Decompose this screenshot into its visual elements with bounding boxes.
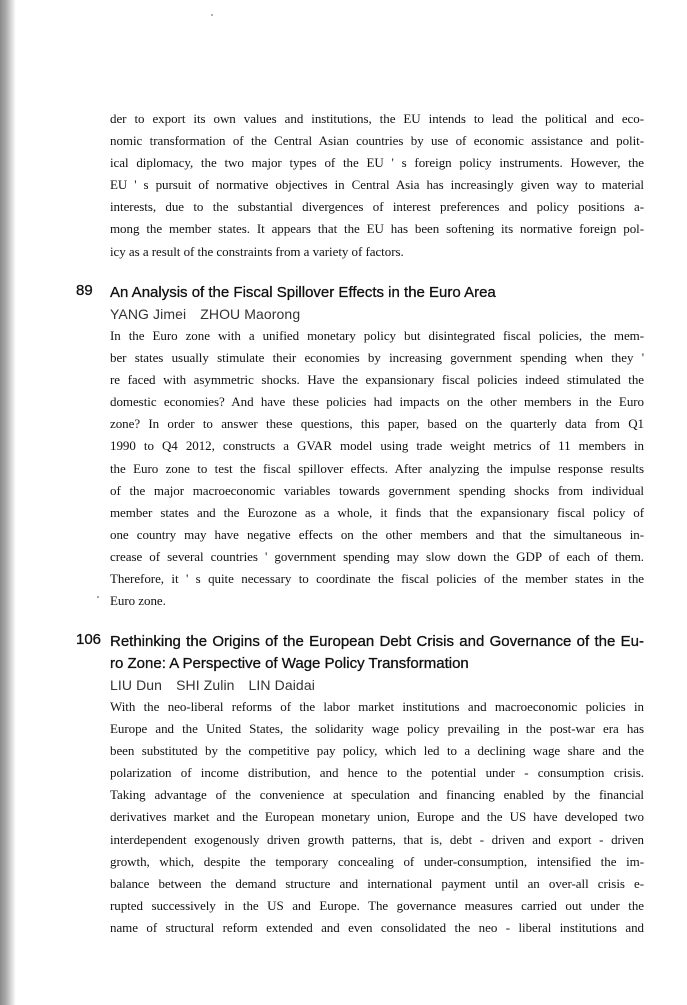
- text-line: interests, due to the substantial divergences of interest preferences and policy positions a-: [110, 199, 644, 215]
- article-abstract: [110, 696, 644, 939]
- text-line: been substituted by the competitive pay policy, which led to a declining wage share and the: [110, 743, 644, 759]
- text-line: icy as a result of the constraints from a variety of factors.: [110, 243, 404, 259]
- title-line: ro Zone: A Perspective of Wage Policy Transformation: [110, 655, 469, 672]
- text-line: zone? In order to answer these questions, this paper, based on the quarterly data from Q1: [110, 416, 644, 432]
- previous-abstract-continuation: [110, 108, 644, 263]
- text-line: nomic transformation of the Central Asian countries by use of economic assistance and polit-: [110, 133, 644, 149]
- article-authors: [110, 304, 644, 324]
- text-line: the Euro zone to test the fiscal spillover effects. After analyzing the impulse response results: [110, 460, 644, 476]
- page-number: 106: [76, 631, 102, 648]
- page-number: 89: [76, 282, 93, 299]
- author: ZHOU Maorong: [200, 306, 301, 322]
- text-line: interdependent exogenously driven growth patterns, that is, debt - driven and export - driven: [110, 831, 644, 847]
- text-line: EU ' s pursuit of normative objectives in Central Asia has increasingly given way to material: [110, 177, 644, 193]
- text-line: Euro zone.: [110, 593, 166, 609]
- text-line: balance between the demand structure and international payment until an over-all crisis e-: [110, 875, 644, 891]
- text-line: re faced with asymmetric shocks. Have the expansionary fiscal policies indeed stimulated the: [110, 372, 644, 388]
- text-line: With the neo-liberal reforms of the labor market institutions and macroeconomic policies in: [110, 699, 644, 714]
- text-line: rupted successively in the US and Europe. The governance measures carried out under the: [110, 897, 644, 913]
- text-line: Europe and the United States, the solidarity wage policy prevailing in the post-war era has: [110, 721, 644, 737]
- author: LIN Daidai: [248, 677, 315, 693]
- text-line: of the major macroeconomic variables towards government spending shocks from individual: [110, 482, 644, 498]
- article-authors: [110, 675, 644, 695]
- text-line: der to export its own values and institutions, the EU intends to lead the political and eco-: [110, 111, 644, 126]
- article-title: [110, 282, 644, 304]
- article-abstract: [110, 325, 644, 612]
- article-title: [110, 631, 644, 675]
- author: SHI Zulin: [176, 677, 235, 693]
- text-line: Therefore, it ' s quite necessary to coordinate the fiscal policies of the member states in the: [110, 571, 644, 587]
- text-line: one country may have negative effects on the other members and that the simultaneous in-: [110, 526, 644, 542]
- text-line: name of structural reform extended and even consolidated the neo - liberal institutions and: [110, 919, 644, 935]
- text-line: crease of several countries ' government spending may slow down the GDP of each of them.: [110, 548, 644, 564]
- text-line: domestic economies? And have these policies had impacts on the other members in the Euro: [110, 394, 644, 410]
- text-line: ber states usually stimulate their economies by increasing government spending when they ': [110, 350, 644, 366]
- text-line: member states and the Eurozone as a whole, it finds that the expansionary fiscal policy of: [110, 504, 644, 520]
- text-line: 1990 to Q4 2012, constructs a GVAR model using trade weight metrics of 11 members in: [110, 438, 644, 454]
- text-line: In the Euro zone with a unified monetary policy but disintegrated fiscal policies, the mem-: [110, 328, 644, 343]
- author: LIU Dun: [110, 677, 163, 693]
- scan-speck: [211, 14, 213, 16]
- title-line: Rethinking the Origins of the European Debt Crisis and Governance of the Eu-: [110, 633, 644, 650]
- text-line: Taking advantage of the convenience at speculation and financing enabled by the financial: [110, 787, 644, 803]
- text-line: polarization of income distribution, and hence to the potential under - consumption crisis.: [110, 765, 644, 781]
- author: YANG Jimei: [110, 306, 187, 322]
- text-line: derivatives market and the European monetary union, Europe and the US have developed two: [110, 809, 644, 825]
- text-line: mong the member states. It appears that the EU has been softening its normative foreign pol-: [110, 221, 644, 237]
- title-line: An Analysis of the Fiscal Spillover Effects in the Euro Area: [110, 284, 496, 301]
- article-entry: [76, 282, 644, 612]
- text-line: growth, which, despite the temporary concealing of under-consumption, intensified the im-: [110, 853, 644, 869]
- page-edge-shadow: [0, 0, 16, 1005]
- text-line: ical diplomacy, the two major types of the EU ' s foreign policy instruments. However, the: [110, 155, 644, 171]
- article-entry: [76, 631, 644, 939]
